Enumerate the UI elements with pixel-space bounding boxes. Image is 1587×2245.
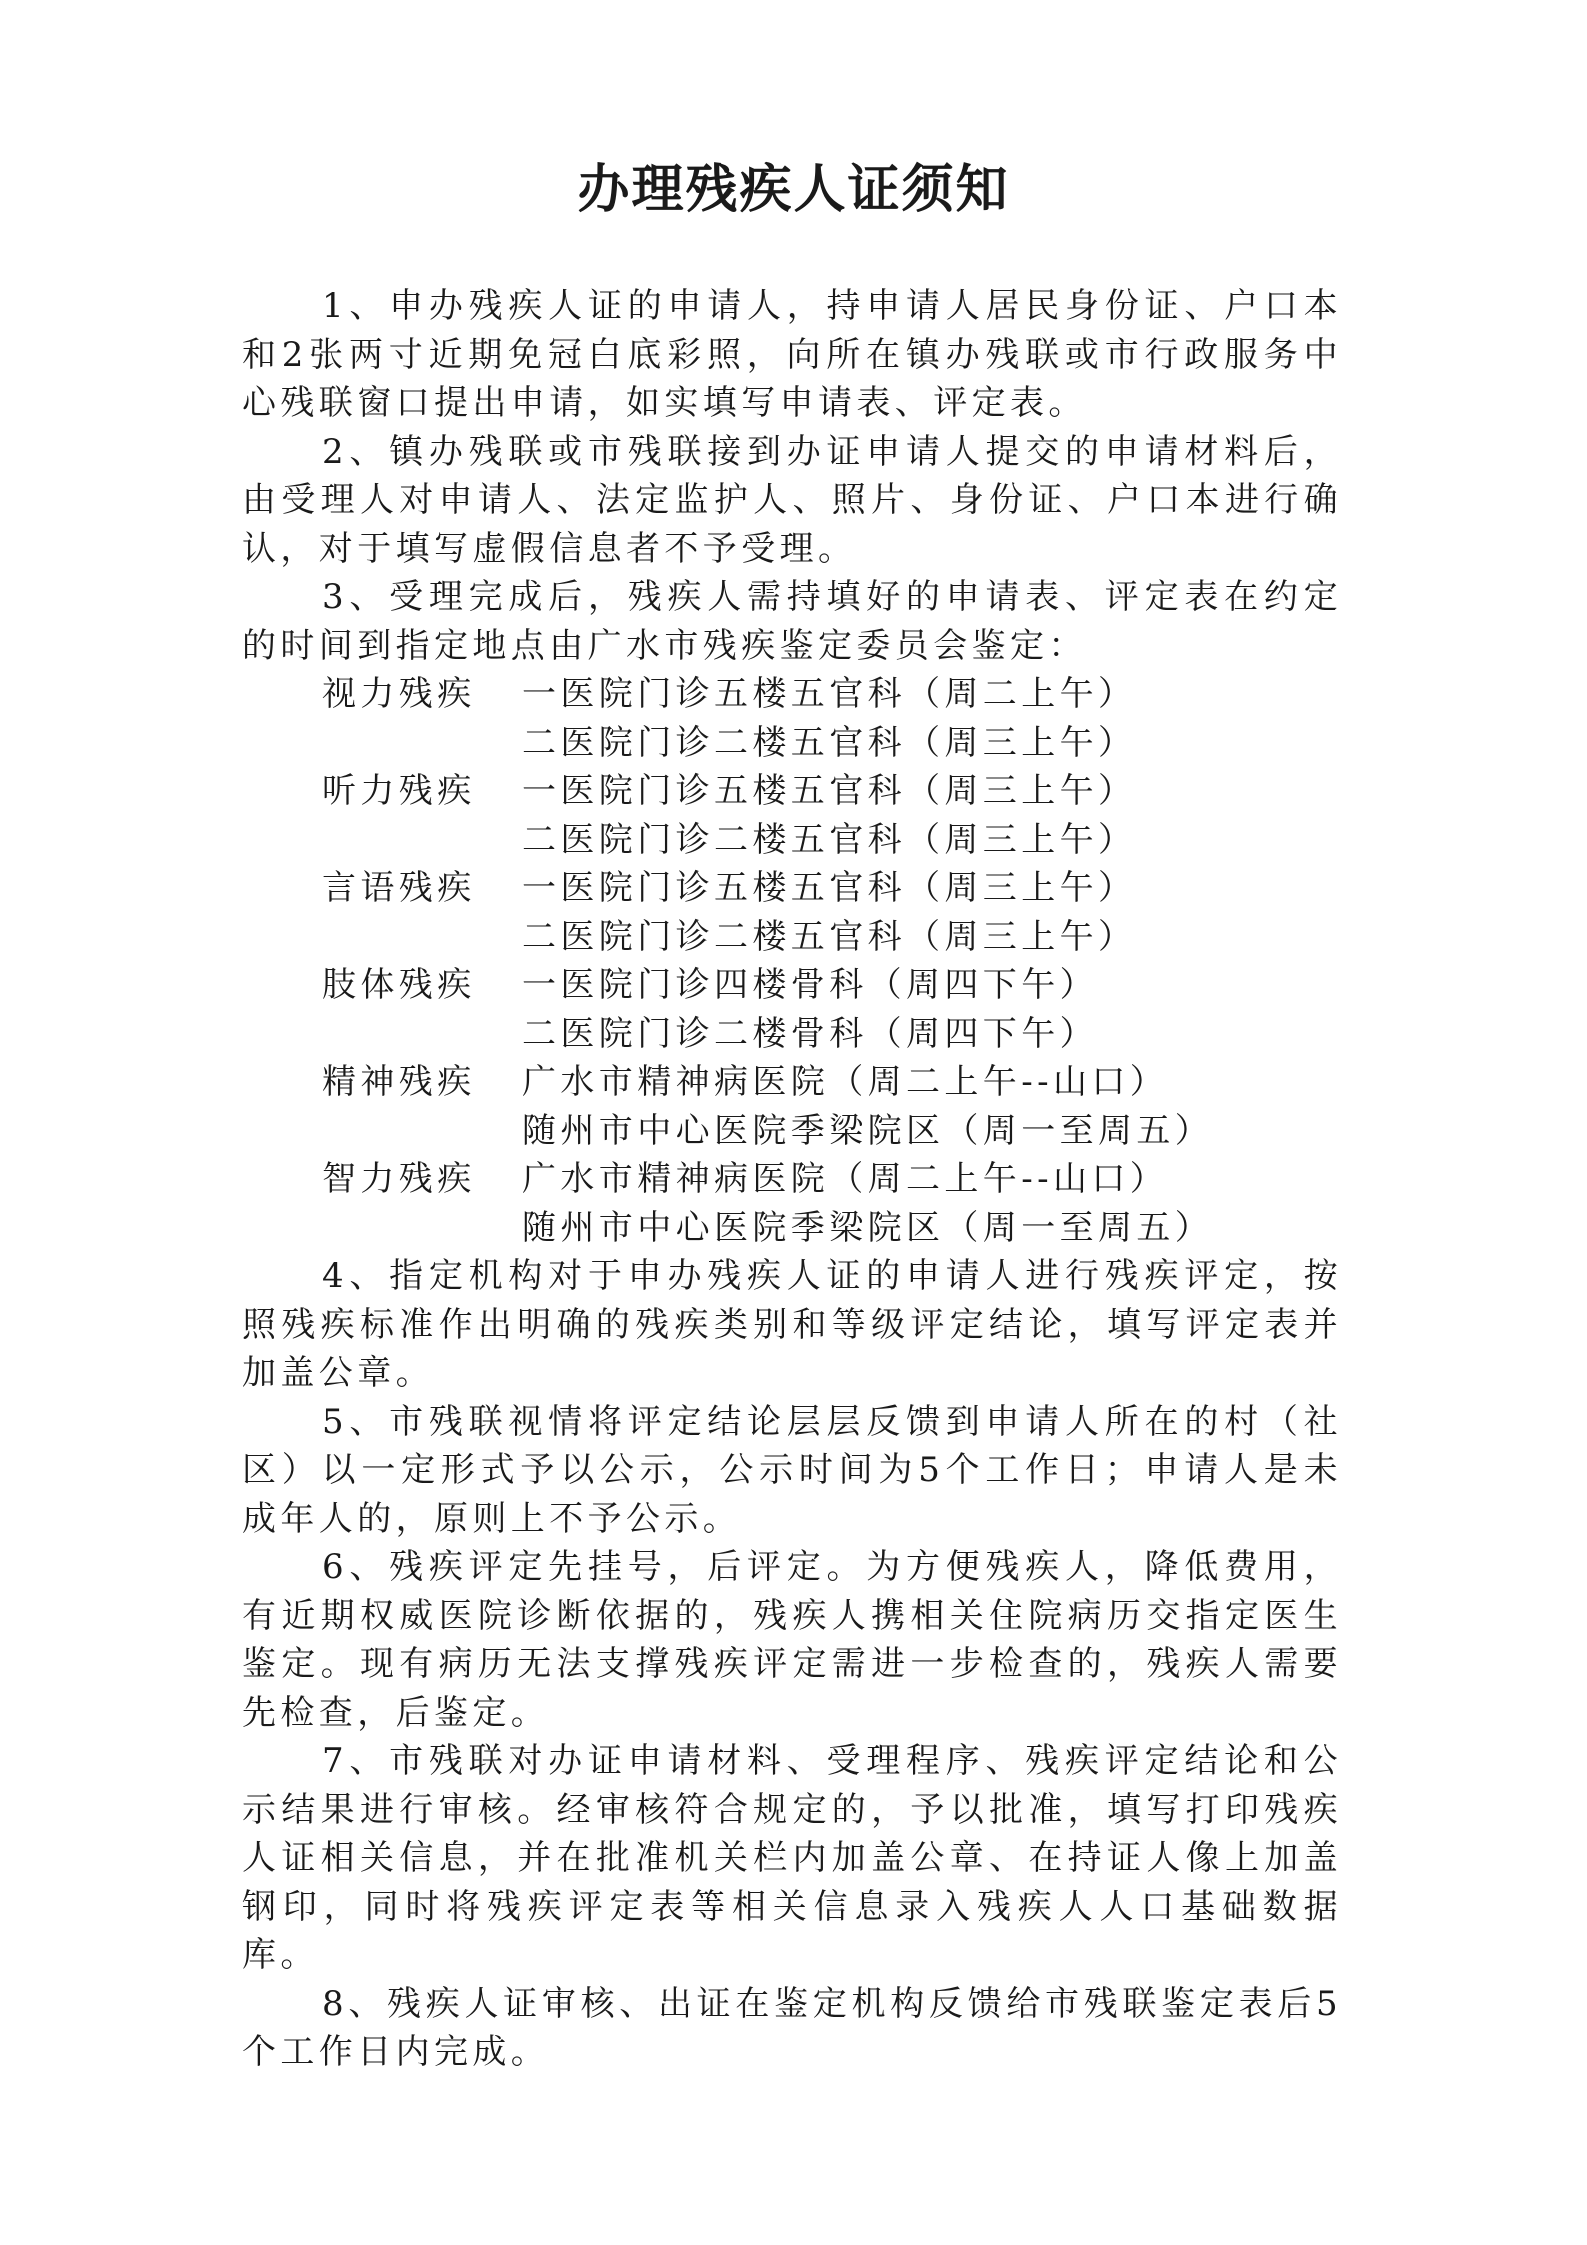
schedule-location: 二医院门诊二楼骨科（周四下午）: [522, 1013, 1098, 1054]
schedule-category: [242, 1107, 522, 1156]
paragraph-7: 7、市残联对办证申请材料、受理程序、残疾评定结论和公示结果进行审核。经审核符合规定的，予以批准，填写打印残疾人证相关信息，并在批准机关栏内加盖公章、在持证人像上加盖钢印，同时将残疾评定表等相关信息录入残疾人人口基础数据库。: [242, 1741, 1342, 1975]
schedule-row: [242, 913, 1342, 962]
schedule-category: 精神残疾: [322, 1062, 476, 1102]
schedule-row: [242, 670, 1342, 719]
schedule-location: 广水市精神病医院（周二上午--山口）: [522, 1062, 1169, 1102]
paragraph-5: 5、市残联视情将评定结论层层反馈到申请人所在的村（社区）以一定形式予以公示，公示时间为5个工作日；申请人是未成年人的，原则上不予公示。: [242, 1401, 1342, 1539]
schedule-location: 二医院门诊二楼五官科（周三上午）: [522, 722, 1137, 763]
page-title: 办理残疾人证须知: [577, 160, 1010, 220]
schedule-category: [242, 719, 522, 768]
schedule-location: 广水市精神病医院（周二上午--山口）: [522, 1159, 1169, 1199]
schedule-category: 听力残疾: [322, 771, 476, 811]
schedule-row: [242, 1155, 1342, 1204]
schedule-category: [242, 1010, 522, 1059]
schedule-location: 一医院门诊五楼五官科（周二上午）: [522, 674, 1137, 714]
schedule-row: [242, 1107, 1342, 1156]
schedule-row: [242, 1058, 1342, 1107]
schedule-category: 视力残疾: [322, 674, 476, 714]
paragraph-6: 6、残疾评定先挂号，后评定。为方便残疾人，降低费用，有近期权威医院诊断依据的，残疾人携相关住院病历交指定医生鉴定。现有病历无法支撑残疾评定需进一步检查的，残疾人需要先检查，后鉴定。: [242, 1547, 1342, 1733]
schedule-row: [242, 1010, 1342, 1059]
schedule-category: [242, 816, 522, 865]
paragraph-8: 8、残疾人证审核、出证在鉴定机构反馈给市残联鉴定表后5个工作日内完成。: [242, 1983, 1342, 2072]
schedule-location: 随州市中心医院季梁院区（周一至周五）: [522, 1207, 1214, 1248]
paragraph-2: 2、镇办残联或市残联接到办证申请人提交的申请材料后，由受理人对申请人、法定监护人、照片、身份证、户口本进行确认，对于填写虚假信息者不予受理。: [242, 431, 1342, 569]
paragraph-3: 3、受理完成后，残疾人需持填好的申请表、评定表在约定的时间到指定地点由广水市残疾鉴定委员会鉴定：: [242, 577, 1342, 666]
document-body: [242, 282, 1342, 2077]
schedule-location: 一医院门诊四楼骨科（周四下午）: [522, 965, 1098, 1005]
schedule-row: [242, 816, 1342, 865]
appraisal-schedule: [242, 670, 1342, 1252]
schedule-location: 随州市中心医院季梁院区（周一至周五）: [522, 1110, 1214, 1151]
schedule-location: 二医院门诊二楼五官科（周三上午）: [522, 916, 1137, 957]
schedule-location: 一医院门诊五楼五官科（周三上午）: [522, 868, 1137, 908]
schedule-row: [242, 767, 1342, 816]
schedule-category: [242, 1204, 522, 1253]
paragraph-4: 4、指定机构对于申办残疾人证的申请人进行残疾评定，按照残疾标准作出明确的残疾类别和等级评定结论，填写评定表并加盖公章。: [242, 1256, 1342, 1393]
schedule-category: 言语残疾: [322, 868, 476, 908]
paragraph-1: 1、申办残疾人证的申请人，持申请人居民身份证、户口本和2张两寸近期免冠白底彩照，向所在镇办残联或市行政服务中心残联窗口提出申请，如实填写申请表、评定表。: [242, 286, 1342, 423]
schedule-category: 肢体残疾: [322, 965, 476, 1005]
schedule-category: [242, 913, 522, 962]
schedule-row: [242, 719, 1342, 768]
schedule-location: 一医院门诊五楼五官科（周三上午）: [522, 771, 1137, 811]
schedule-row: [242, 864, 1342, 913]
schedule-location: 二医院门诊二楼五官科（周三上午）: [522, 819, 1137, 860]
schedule-row: [242, 961, 1342, 1010]
schedule-category: 智力残疾: [322, 1159, 476, 1199]
schedule-row: [242, 1204, 1342, 1253]
